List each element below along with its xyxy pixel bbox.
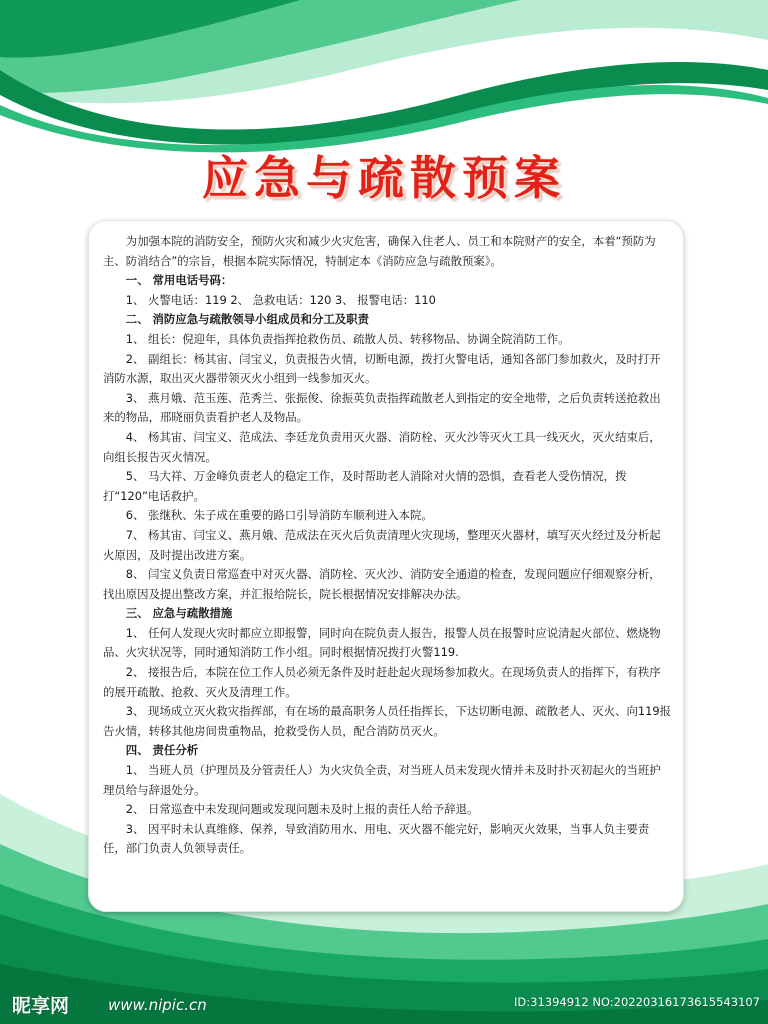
paragraph: 1、 当班人员（护理员及分管责任人）为火灾负全责，对当班人员未发现火情并未及时扑灭初起火的当班护理员给与辞退处分。 [103, 763, 661, 797]
paragraph: 1、 任何人发现火灾时都应立即报警，同时向在院负责人报告，报警人员在报警时应说清起火部位、燃烧物品、火灾状况等，同时通知消防工作小组。同时根据情况拨打火警119. [103, 625, 661, 660]
paragraph: 2、 副组长：杨其宙、闫宝义，负责报告火情，切断电源，拨打火警电话，通知各部门参加救火，及时打开消防水源，取出灭火器带领灭火小组到一线参加灭火。 [103, 351, 661, 386]
plan-content [103, 232, 671, 859]
paragraph: 1、 火警电话：119 2、 急救电话：120 3、 报警电话：110 [125, 292, 436, 307]
paragraph: 3、 现场成立灭火救灾指挥部，有在场的最高职务人员任指挥长，下达切断电源、疏散老人、灭火、向119报告火情，转移其他房间贵重物品，抢救受伤人员，配合消防员灭火。 [103, 704, 671, 738]
paragraph: 4、 杨其宙、闫宝义、范成法、李廷龙负责用灭火器、消防栓、灭火沙等灭火工具一线灭火，灭火结束后，向组长报告灭火情况。 [103, 429, 661, 464]
paragraph: 8、 闫宝义负责日常巡查中对灭火器、消防栓、灭火沙、消防安全通道的检查，发现问题应仔细观察分析，找出原因及提出整改方案，并汇报给院长，院长根据情况安排解决办法。 [103, 567, 661, 601]
page-title: 应急与疏散预案 [202, 151, 566, 205]
paragraph: 2、 日常巡查中未发现问题或发现问题未及时上报的责任人给予辞退。 [125, 802, 479, 817]
paragraph: 5、 马大祥、万金峰负责老人的稳定工作，及时帮助老人消除对火情的恐惧，查看老人受伤情况，拨打“120”电话救护。 [103, 469, 627, 503]
paragraph: 7、 杨其宙、闫宝义、燕月娥、范成法在灭火后负责清理火灾现场，整理灭火器材，填写灭火经过及分析起火原因，及时提出改进方案。 [103, 527, 661, 562]
paragraph: 为加强本院的消防安全，预防火灾和减少火灾危害，确保入住老人、员工和本院财产的安全，本着“预防为主、防消结合”的宗旨，根据本院实际情况，特制定本《消防应急与疏散预案》。 [103, 234, 656, 268]
paragraph: 3、 因平时未认真维修、保养，导致消防用水、用电、灭火器不能完好，影响灭火效果，当事人负主要责任，部门负责人负领导责任。 [103, 821, 650, 856]
watermark-url: www.nipic.cn [108, 996, 207, 1014]
section-heading: 一、 常用电话号码： [125, 273, 233, 288]
paragraph: 3、 燕月娥、范玉莲、范秀兰、张振俊、徐振英负责指挥疏散老人到指定的安全地带，之后负责转送抢救出来的物品，邢晓丽负责看护老人及物品。 [103, 390, 661, 425]
section-heading: 三、 应急与疏散措施 [125, 606, 233, 621]
paragraph: 1、 组长：倪迎年，具体负责指挥抢救伤员、疏散人员、转移物品、协调全院消防工作。 [125, 331, 570, 346]
watermark-logo: 昵享网 [12, 995, 70, 1017]
paragraph: 6、 张继秋、朱子成在重要的路口引导消防车顺利进入本院。 [125, 508, 433, 523]
watermark-id: ID:31394912 NO:20220316173615543107 [514, 995, 760, 1009]
section-heading: 四、 责任分析 [125, 743, 199, 758]
paragraph: 2、 接报告后，本院在位工作人员必须无条件及时赶赴起火现场参加救火。在现场负责人的指挥下，有秩序的展开疏散、抢救、灭火及清理工作。 [103, 665, 661, 699]
section-heading: 二、 消防应急与疏散领导小组成员和分工及职责 [125, 312, 369, 327]
